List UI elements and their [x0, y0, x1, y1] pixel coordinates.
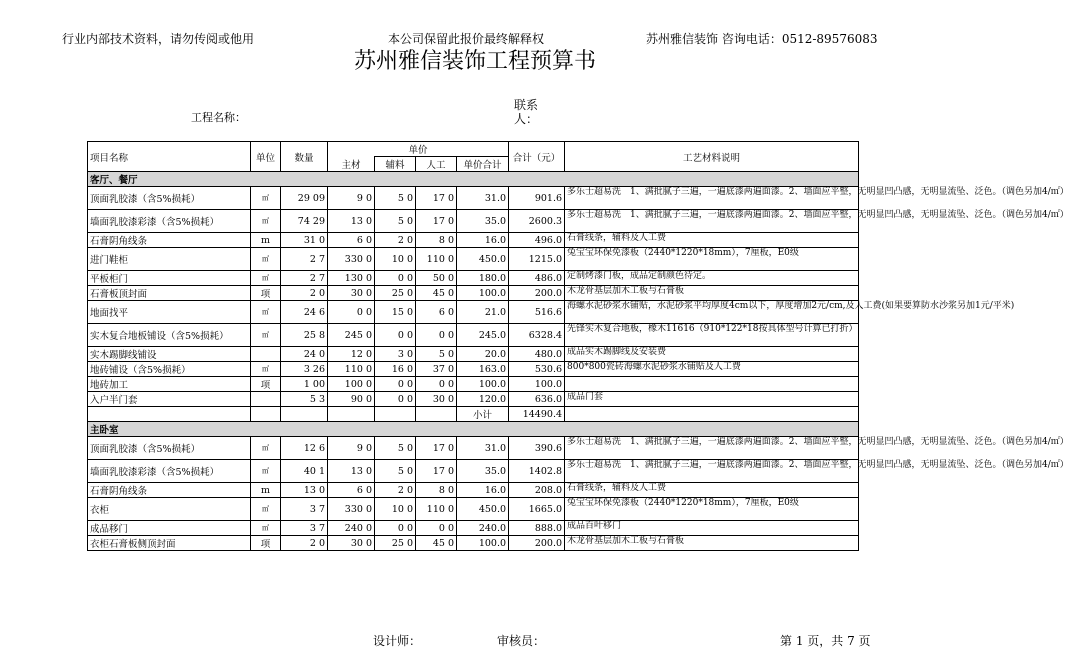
item-total: 1402.8	[509, 460, 565, 483]
item-total: 496.0	[509, 233, 565, 248]
item-labor-price: 0 0	[416, 377, 457, 392]
item-description: 多乐士超易洗 1、满批腻子三遍，一遍底漆两遍面漆。2、墙面应平整，无明显凹凸感，无明显流坠、泛色。（调色另加4/㎡）	[565, 187, 859, 210]
item-description: 木龙骨基层加木工板与石膏板	[565, 536, 859, 551]
item-description	[565, 377, 859, 392]
item-unit: m	[251, 233, 281, 248]
table-row	[88, 248, 859, 271]
item-qty: 13 0	[281, 483, 328, 498]
item-description: 多乐士超易洗 1、满批腻子三遍，一遍底漆两遍面漆。2、墙面应平整，无明显凹凸感，无明显流坠、泛色。（调色另加4/㎡）	[565, 437, 859, 460]
item-main-price: 13 0	[328, 210, 375, 233]
item-description: 成品百叶移门	[565, 521, 859, 536]
table-row	[88, 347, 859, 362]
col-header-desc: 工艺材料说明	[565, 142, 859, 172]
item-aux-price: 2 0	[375, 233, 416, 248]
item-name: 墙面乳胶漆彩漆（含5%损耗）	[88, 210, 251, 233]
item-labor-price: 45 0	[416, 536, 457, 551]
item-labor-price: 8 0	[416, 483, 457, 498]
item-aux-price: 0 0	[375, 324, 416, 347]
item-main-price: 30 0	[328, 286, 375, 301]
item-name: 成品移门	[88, 521, 251, 536]
table-row	[88, 483, 859, 498]
table-row	[88, 392, 859, 407]
col-header-total: 合计（元）	[509, 142, 565, 172]
item-aux-price: 3 0	[375, 347, 416, 362]
item-total: 6328.4	[509, 324, 565, 347]
item-total: 200.0	[509, 286, 565, 301]
item-unit-total: 120.0	[457, 392, 509, 407]
item-qty: 40 1	[281, 460, 328, 483]
item-description: 多乐士超易洗 1、满批腻子三遍，一遍底漆两遍面漆。2、墙面应平整，无明显凹凸感，无明显流坠、泛色。（调色另加4/㎡）	[565, 460, 859, 483]
section-header-master-bedroom	[88, 422, 859, 437]
table-row	[88, 301, 859, 324]
item-description: 成品实木踢脚线及安装费	[565, 347, 859, 362]
item-total: 100.0	[509, 377, 565, 392]
item-aux-price: 0 0	[375, 271, 416, 286]
item-labor-price: 37 0	[416, 362, 457, 377]
item-name: 地砖铺设（含5%损耗）	[88, 362, 251, 377]
item-unit: ㎡	[251, 460, 281, 483]
item-unit-total: 35.0	[457, 210, 509, 233]
item-labor-price: 17 0	[416, 437, 457, 460]
table-row	[88, 460, 859, 483]
table-row	[88, 210, 859, 233]
item-qty: 31 0	[281, 233, 328, 248]
item-name: 顶面乳胶漆（含5%损耗）	[88, 187, 251, 210]
item-description: 海螺水泥砂浆水铺贴，水泥砂浆平均厚度4cm以下，厚度增加2元/cm,及人工费(如果要算防水沙浆另加1元/平米)	[565, 301, 859, 324]
item-main-price: 240 0	[328, 521, 375, 536]
item-unit: 项	[251, 536, 281, 551]
item-description: 多乐士超易洗 1、满批腻子三遍，一遍底漆两遍面漆。2、墙面应平整，无明显凹凸感，无明显流坠、泛色。（调色另加4/㎡）	[565, 210, 859, 233]
budget-table	[87, 141, 1069, 551]
table-row	[88, 324, 859, 347]
item-aux-price: 5 0	[375, 187, 416, 210]
section-title: 主卧室	[88, 422, 859, 437]
item-aux-price: 0 0	[375, 377, 416, 392]
table-row	[88, 233, 859, 248]
item-name: 石膏阴角线条	[88, 483, 251, 498]
header-rights-note: 本公司保留此报价最终解释权	[388, 32, 545, 46]
item-unit-total: 20.0	[457, 347, 509, 362]
item-aux-price: 0 0	[375, 392, 416, 407]
item-unit	[251, 392, 281, 407]
item-qty: 5 3	[281, 392, 328, 407]
item-qty: 2 0	[281, 536, 328, 551]
table-row	[88, 271, 859, 286]
item-name: 衣柜石膏板侧顶封面	[88, 536, 251, 551]
item-total: 888.0	[509, 521, 565, 536]
project-name-label: 工程名称：	[191, 111, 246, 124]
item-total: 636.0	[509, 392, 565, 407]
item-labor-price: 45 0	[416, 286, 457, 301]
item-aux-price: 5 0	[375, 210, 416, 233]
item-unit-total: 245.0	[457, 324, 509, 347]
page-indicator: 第 1 页，共 7 页	[780, 634, 871, 648]
item-description: 成品门套	[565, 392, 859, 407]
designer-label: 设计师：	[373, 634, 422, 648]
document-title: 苏州雅信装饰工程预算书	[353, 49, 596, 74]
item-labor-price: 6 0	[416, 301, 457, 324]
item-unit-total: 240.0	[457, 521, 509, 536]
item-aux-price: 16 0	[375, 362, 416, 377]
item-unit: ㎡	[251, 301, 281, 324]
item-description: 石膏线条，辅料及人工费	[565, 233, 859, 248]
item-main-price: 330 0	[328, 498, 375, 521]
item-labor-price: 17 0	[416, 210, 457, 233]
item-unit: ㎡	[251, 324, 281, 347]
item-description: 兔宝宝环保免漆板（2440*1220*18mm），7厘板，E0级	[565, 498, 859, 521]
empty-cell	[565, 407, 859, 422]
item-unit: ㎡	[251, 437, 281, 460]
col-header-qty: 数量	[281, 142, 328, 172]
item-aux-price: 10 0	[375, 498, 416, 521]
item-qty: 12 6	[281, 437, 328, 460]
item-name: 顶面乳胶漆（含5%损耗）	[88, 437, 251, 460]
item-unit: ㎡	[251, 248, 281, 271]
item-name: 平板柜门	[88, 271, 251, 286]
col-header-item: 项目名称	[88, 142, 251, 172]
item-labor-price: 50 0	[416, 271, 457, 286]
item-total: 516.6	[509, 301, 565, 324]
item-unit: ㎡	[251, 271, 281, 286]
col-header-main: 主材	[328, 157, 375, 172]
item-total: 200.0	[509, 536, 565, 551]
item-unit-total: 163.0	[457, 362, 509, 377]
item-unit-total: 35.0	[457, 460, 509, 483]
item-unit: ㎡	[251, 498, 281, 521]
item-qty: 3 7	[281, 521, 328, 536]
item-qty: 3 7	[281, 498, 328, 521]
table-row	[88, 286, 859, 301]
item-name: 石膏板顶封面	[88, 286, 251, 301]
item-unit-total: 450.0	[457, 498, 509, 521]
item-description: 石膏线条，辅料及人工费	[565, 483, 859, 498]
item-unit-total: 100.0	[457, 286, 509, 301]
item-main-price: 13 0	[328, 460, 375, 483]
col-header-price: 单价	[328, 142, 509, 157]
item-main-price: 12 0	[328, 347, 375, 362]
empty-cell	[251, 407, 281, 422]
item-qty: 24 0	[281, 347, 328, 362]
item-main-price: 100 0	[328, 377, 375, 392]
item-name: 进门鞋柜	[88, 248, 251, 271]
section-header-living	[88, 172, 859, 187]
table-row	[88, 521, 859, 536]
empty-cell	[375, 407, 416, 422]
header-confidential-note: 行业内部技术资料，请勿传阅或他用	[62, 32, 255, 46]
col-header-labor: 人工	[416, 157, 457, 172]
empty-cell	[281, 407, 328, 422]
item-aux-price: 15 0	[375, 301, 416, 324]
item-total: 1665.0	[509, 498, 565, 521]
item-description: 兔宝宝环保免漆板（2440*1220*18mm），7厘板，E0级	[565, 248, 859, 271]
item-main-price: 6 0	[328, 483, 375, 498]
item-total: 901.6	[509, 187, 565, 210]
item-main-price: 9 0	[328, 187, 375, 210]
item-main-price: 0 0	[328, 301, 375, 324]
table-row	[88, 362, 859, 377]
col-header-unit: 单位	[251, 142, 281, 172]
table-row	[88, 377, 859, 392]
item-main-price: 245 0	[328, 324, 375, 347]
item-unit: ㎡	[251, 187, 281, 210]
item-unit-total: 31.0	[457, 437, 509, 460]
item-qty: 25 8	[281, 324, 328, 347]
item-labor-price: 110 0	[416, 248, 457, 271]
table-row	[88, 187, 859, 210]
item-labor-price: 30 0	[416, 392, 457, 407]
empty-cell	[416, 407, 457, 422]
item-aux-price: 25 0	[375, 536, 416, 551]
item-name: 地面找平	[88, 301, 251, 324]
contact-label: 联系人：	[514, 98, 539, 126]
item-main-price: 6 0	[328, 233, 375, 248]
table-row	[88, 437, 859, 460]
item-qty: 2 0	[281, 286, 328, 301]
item-aux-price: 5 0	[375, 437, 416, 460]
item-unit: m	[251, 483, 281, 498]
subtotal-value: 14490.4	[509, 407, 565, 422]
item-total: 1215.0	[509, 248, 565, 271]
item-name: 石膏阴角线条	[88, 233, 251, 248]
item-total: 2600.3	[509, 210, 565, 233]
item-total: 486.0	[509, 271, 565, 286]
subtotal-label: 小计	[457, 407, 509, 422]
item-name: 入户半门套	[88, 392, 251, 407]
item-unit: ㎡	[251, 521, 281, 536]
item-aux-price: 2 0	[375, 483, 416, 498]
item-name: 衣柜	[88, 498, 251, 521]
item-qty: 3 26	[281, 362, 328, 377]
reviewer-label: 审核员：	[497, 634, 546, 648]
header-company-contact: 苏州雅信装饰 咨询电话：0512-89576083	[646, 32, 878, 46]
item-unit: 项	[251, 286, 281, 301]
item-aux-price: 25 0	[375, 286, 416, 301]
item-total: 208.0	[509, 483, 565, 498]
item-qty: 1 00	[281, 377, 328, 392]
table-row	[88, 498, 859, 521]
item-labor-price: 5 0	[416, 347, 457, 362]
item-description: 定制烤漆门板，成品定制颜色待定。	[565, 271, 859, 286]
item-labor-price: 8 0	[416, 233, 457, 248]
item-unit-total: 31.0	[457, 187, 509, 210]
item-name: 地砖加工	[88, 377, 251, 392]
item-main-price: 110 0	[328, 362, 375, 377]
item-labor-price: 0 0	[416, 324, 457, 347]
empty-cell	[328, 407, 375, 422]
item-qty: 24 6	[281, 301, 328, 324]
item-main-price: 90 0	[328, 392, 375, 407]
item-labor-price: 17 0	[416, 460, 457, 483]
item-unit: ㎡	[251, 362, 281, 377]
item-qty: 2 7	[281, 248, 328, 271]
item-description: 先锋实木复合地板，橡木11616（910*122*18按具体型号计算已打折）	[565, 324, 859, 347]
item-total: 530.6	[509, 362, 565, 377]
item-description: 木龙骨基层加木工板与石膏板	[565, 286, 859, 301]
item-unit-total: 100.0	[457, 536, 509, 551]
item-unit-total: 180.0	[457, 271, 509, 286]
subtotal-row	[88, 407, 859, 422]
item-qty: 29 09	[281, 187, 328, 210]
item-total: 480.0	[509, 347, 565, 362]
item-unit	[251, 347, 281, 362]
item-main-price: 330 0	[328, 248, 375, 271]
item-unit: ㎡	[251, 210, 281, 233]
item-total: 390.6	[509, 437, 565, 460]
item-qty: 2 7	[281, 271, 328, 286]
item-unit-total: 100.0	[457, 377, 509, 392]
item-main-price: 9 0	[328, 437, 375, 460]
item-aux-price: 10 0	[375, 248, 416, 271]
item-labor-price: 17 0	[416, 187, 457, 210]
item-aux-price: 5 0	[375, 460, 416, 483]
col-header-unit-total: 单价合计	[457, 157, 509, 172]
item-qty: 74 29	[281, 210, 328, 233]
item-unit-total: 16.0	[457, 233, 509, 248]
item-name: 墙面乳胶漆彩漆（含5%损耗）	[88, 460, 251, 483]
item-name: 实木复合地板铺设（含5%损耗）	[88, 324, 251, 347]
item-main-price: 130 0	[328, 271, 375, 286]
item-unit-total: 16.0	[457, 483, 509, 498]
col-header-aux: 辅料	[375, 157, 416, 172]
item-description: 800*800瓷砖海螺水泥砂浆水铺贴及人工费	[565, 362, 859, 377]
item-labor-price: 110 0	[416, 498, 457, 521]
item-unit-total: 21.0	[457, 301, 509, 324]
section-title: 客厅、餐厅	[88, 172, 859, 187]
item-aux-price: 0 0	[375, 521, 416, 536]
item-unit-total: 450.0	[457, 248, 509, 271]
empty-cell	[88, 407, 251, 422]
item-unit: 项	[251, 377, 281, 392]
item-name: 实木踢脚线铺设	[88, 347, 251, 362]
item-main-price: 30 0	[328, 536, 375, 551]
item-labor-price: 0 0	[416, 521, 457, 536]
table-row	[88, 536, 859, 551]
